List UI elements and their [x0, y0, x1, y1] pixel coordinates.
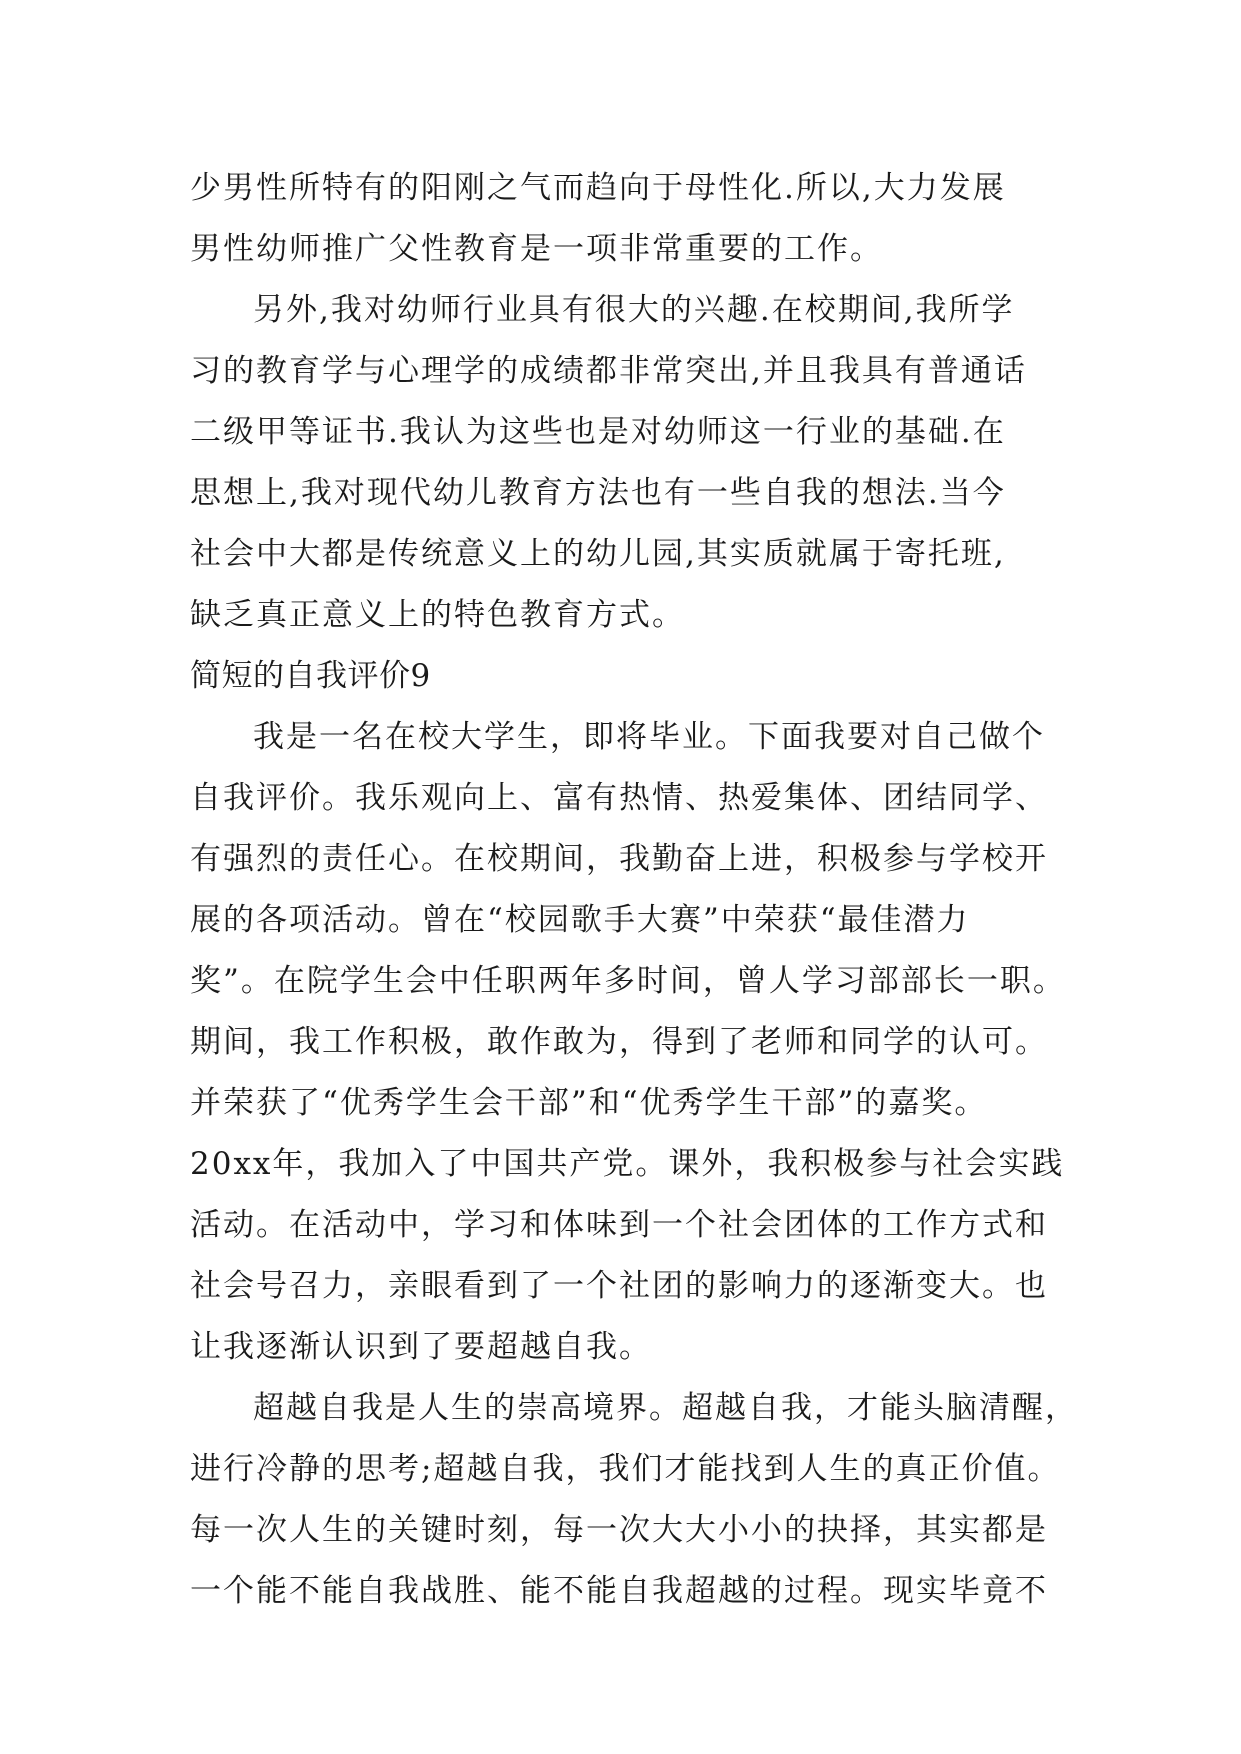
- text-line: 每一次人生的关键时刻，每一次大大小小的抉择，其实都是: [190, 1512, 1048, 1548]
- paragraph-first-line: 超越自我是人生的崇高境界。超越自我，才能头脑清醒，: [253, 1390, 1078, 1426]
- text-line: 习的教育学与心理学的成绩都非常突出,并且我具有普通话: [190, 353, 1027, 389]
- paragraph-first-line: 我是一名在校大学生，即将毕业。下面我要对自己做个: [253, 719, 1045, 755]
- text-line: 男性幼师推广父性教育是一项非常重要的工作。: [190, 231, 883, 267]
- text-line: 展的各项活动。曾在“校园歌手大赛”中荣获“最佳潜力: [190, 902, 970, 938]
- text-line: 20xx年，我加入了中国共产党。课外，我积极参与社会实践: [190, 1146, 1065, 1182]
- paragraph-first-line: 另外,我对幼师行业具有很大的兴趣.在校期间,我所学: [253, 292, 1015, 328]
- section-heading: 简短的自我评价9: [190, 658, 431, 694]
- text-line: 缺乏真正意义上的特色教育方式。: [190, 597, 685, 633]
- document-body: [190, 158, 1078, 1622]
- text-line: 社会号召力，亲眼看到了一个社团的影响力的逐渐变大。也: [190, 1268, 1048, 1304]
- text-line: 期间，我工作积极，敢作敢为，得到了老师和同学的认可。: [190, 1024, 1048, 1060]
- text-line: 并荣获了“优秀学生会干部”和“优秀学生干部”的嘉奖。: [190, 1085, 988, 1121]
- text-line: 有强烈的责任心。在校期间，我勤奋上进，积极参与学校开: [190, 841, 1048, 877]
- text-line: 活动。在活动中，学习和体味到一个社会团体的工作方式和: [190, 1207, 1048, 1243]
- text-line: 进行冷静的思考;超越自我，我们才能找到人生的真正价值。: [190, 1451, 1061, 1487]
- text-line: 一个能不能自我战胜、能不能自我超越的过程。现实毕竟不: [190, 1573, 1048, 1609]
- text-line: 二级甲等证书.我认为这些也是对幼师这一行业的基础.在: [190, 414, 1006, 450]
- text-line: 少男性所特有的阳刚之气而趋向于母性化.所以,大力发展: [190, 170, 1006, 206]
- text-line: 自我评价。我乐观向上、富有热情、热爱集体、团结同学、: [190, 780, 1048, 816]
- text-line: 社会中大都是传统意义上的幼儿园,其实质就属于寄托班,: [190, 536, 1006, 572]
- text-line: 让我逐渐认识到了要超越自我。: [190, 1329, 652, 1365]
- text-line: 奖”。在院学生会中任职两年多时间，曾人学习部部长一职。: [190, 963, 1066, 999]
- text-line: 思想上,我对现代幼儿教育方法也有一些自我的想法.当今: [190, 475, 1006, 511]
